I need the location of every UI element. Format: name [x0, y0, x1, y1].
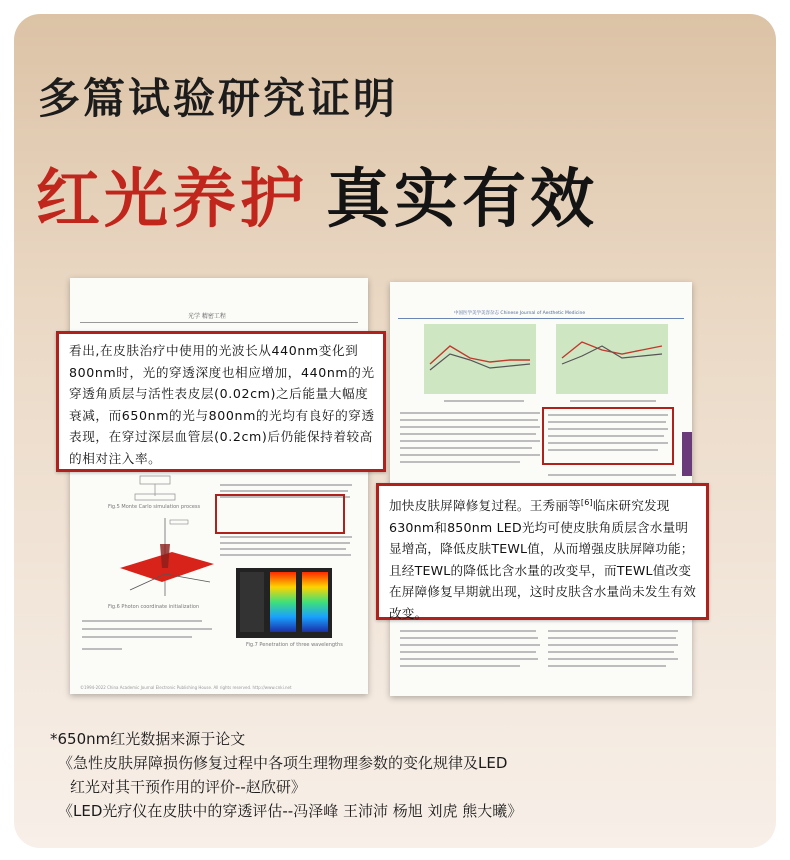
text-line	[220, 536, 352, 538]
text-line	[220, 548, 346, 550]
paper-running-title: 光学 精密工程	[188, 313, 226, 320]
paper-footer: ©1994-2022 China Academic Journal Electronic Publishing House. All rights reserved. http://www.cnki.net	[80, 685, 292, 690]
paper-running-title: 中国医学美学美容杂志 Chinese Journal of Aesthetic Medicine	[454, 311, 586, 316]
penetration-heatmap-figure	[236, 568, 332, 638]
callout-skin-barrier	[376, 483, 709, 620]
text-line	[548, 428, 668, 430]
fig7-caption: Fig.7 Penetration of three wavelengths	[246, 642, 343, 648]
text-line	[400, 447, 532, 449]
text-line	[548, 442, 668, 444]
text-line	[548, 651, 674, 653]
text-line	[400, 637, 538, 639]
fig6-caption: Fig.6 Photon coordinate initialization	[108, 604, 200, 610]
text-line	[400, 658, 538, 660]
side-tab-marker	[682, 432, 692, 476]
text-line	[82, 648, 122, 650]
text-line	[220, 484, 352, 486]
title-red-light-care: 红光养护	[36, 163, 308, 237]
text-line	[548, 449, 658, 451]
text-line	[400, 412, 540, 414]
photon-coordinate-figure	[110, 516, 220, 600]
source-footnote	[50, 727, 750, 823]
footnote-line: 红光对其干预作用的评价--赵欣研》	[70, 778, 306, 796]
text-line	[400, 461, 520, 463]
text-line	[548, 630, 678, 632]
text-line	[548, 421, 666, 423]
reference-marker: [6]	[580, 498, 593, 507]
text-line	[400, 644, 540, 646]
barrier-text-before: 加快皮肤屏障修复过程。王秀丽等	[389, 498, 581, 514]
text-line	[400, 454, 540, 456]
barrier-text-after: 临床研究发现630nm和850nm LED光均可使皮肤角质层含水量明显增高，降低皮肤TEWL值，从而增强皮肤屏障功能；且经TEWL的降低比含水量的改变早，而TEWL值改变在屏障修复早期就出现，这时皮肤含水量尚未发生有效改变。	[389, 498, 697, 621]
text-line	[548, 637, 676, 639]
text-line	[548, 665, 666, 667]
text-line	[400, 426, 540, 428]
text-line	[220, 490, 348, 492]
footnote-line: *650nm红光数据来源于论文	[50, 730, 246, 748]
text-line	[400, 665, 520, 667]
text-line	[548, 644, 678, 646]
footnote-line: 《LED光疗仪在皮肤中的穿透评估--冯泽峰 王沛沛 杨旭 刘虎 熊大曦》	[58, 802, 523, 820]
header-rule	[80, 322, 358, 323]
title-row	[36, 148, 598, 240]
title-truly-effective: 真实有效	[326, 163, 598, 237]
chart-caption-line	[570, 400, 656, 402]
text-line	[548, 474, 676, 476]
text-line	[548, 435, 664, 437]
text-line	[82, 636, 192, 638]
text-line	[82, 628, 212, 630]
text-line	[400, 630, 536, 632]
text-line	[400, 419, 538, 421]
callout-penetration-depth: 看出,在皮肤治疗中使用的光波长从440nm变化到800nm时，光的穿透深度也相应增加，440nm的光穿透角质层与活性表皮层(0.02cm)之后能量大幅度衰减，而650nm的光与800nm的光均有良好的穿透表现，在穿过深层血管层(0.2cm)后仍能保持着较高的相对注入率。	[56, 331, 386, 472]
line-chart-left	[424, 324, 536, 394]
text-line	[220, 554, 351, 556]
line-chart-right	[556, 324, 668, 394]
footnote-line: 《急性皮肤屏障损伤修复过程中各项生理物理参数的变化规律及LED	[58, 754, 508, 772]
text-line	[400, 433, 536, 435]
text-line	[82, 620, 202, 622]
text-line	[400, 651, 536, 653]
text-line	[548, 414, 668, 416]
chart-caption-line	[444, 400, 524, 402]
flowchart-figure	[110, 474, 210, 504]
headline: 多篇试验研究证明	[38, 74, 399, 123]
highlight-box	[215, 494, 345, 534]
fig5-caption: Fig.5 Monte Carlo simulation process	[108, 504, 201, 510]
header-rule	[398, 318, 684, 319]
text-line	[400, 440, 540, 442]
text-line	[220, 542, 350, 544]
text-line	[548, 658, 678, 660]
